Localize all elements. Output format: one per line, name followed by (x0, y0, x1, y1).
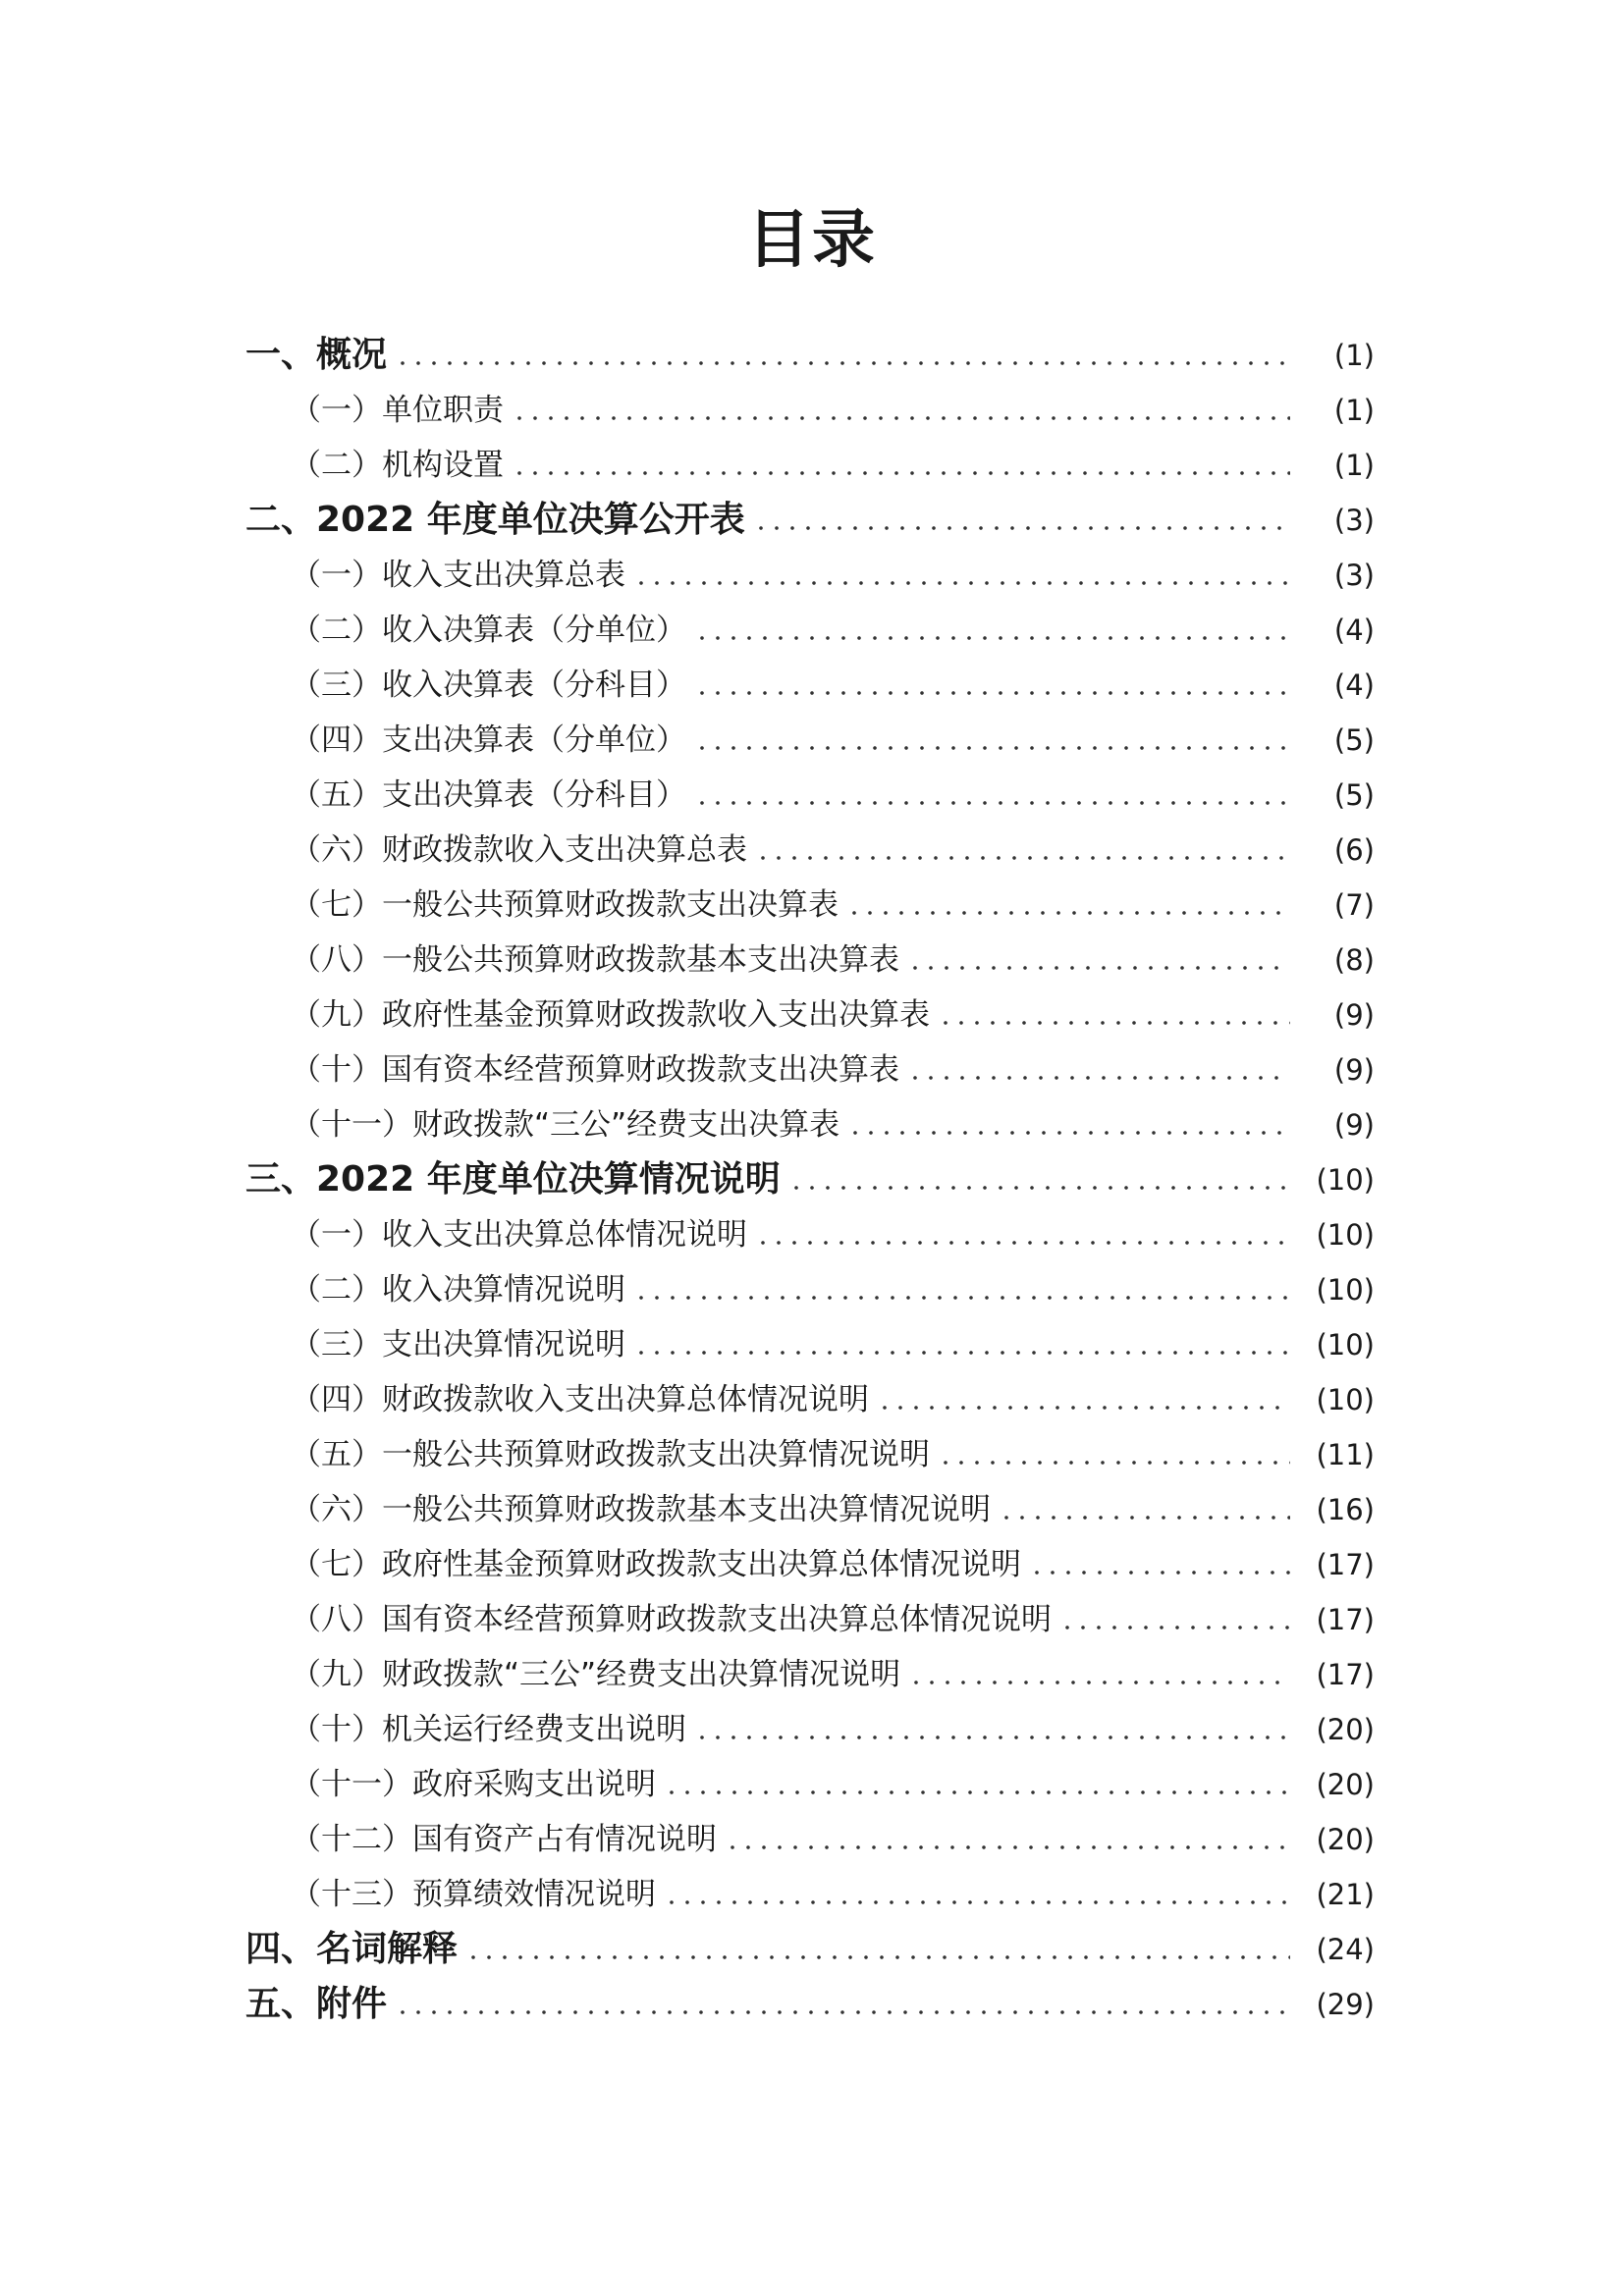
toc-entry-title: （九）财政拨款“三公”经费支出决算情况说明 (291, 1657, 901, 1692)
toc-page-number: (10) (1316, 1163, 1375, 1197)
toc-entry-title: （六）一般公共预算财政拨款基本支出决算情况说明 (291, 1492, 991, 1527)
toc-page-number: (24) (1316, 1933, 1375, 1966)
toc-subsection-entry[interactable] (245, 933, 1375, 988)
dot-leader (999, 1482, 1290, 1537)
toc-entry-title: 二、2022 年度单位决算公开表 (245, 500, 745, 540)
toc-page-number: (6) (1333, 833, 1375, 867)
toc-entry-title: （十一）政府采购支出说明 (291, 1767, 656, 1802)
toc-subsection-entry[interactable] (245, 658, 1375, 713)
toc-page-number: (21) (1316, 1878, 1375, 1911)
toc-page-number: (9) (1333, 998, 1375, 1032)
page-title: 目录 (747, 204, 877, 277)
dot-leader (788, 1152, 1290, 1207)
toc-page-number: (20) (1316, 1823, 1375, 1856)
toc-page-number: (11) (1316, 1438, 1375, 1471)
toc-subsection-entry[interactable] (245, 1702, 1375, 1757)
toc-entry-title: （八）一般公共预算财政拨款基本支出决算表 (291, 942, 899, 978)
toc-subsection-entry[interactable] (245, 988, 1375, 1042)
toc-page-number: (16) (1316, 1493, 1375, 1526)
toc-entry-title: （九）政府性基金预算财政拨款收入支出决算表 (291, 997, 930, 1033)
toc-entry-title: 五、附件 (245, 1984, 388, 2024)
toc-subsection-entry[interactable] (245, 1647, 1375, 1702)
dot-leader (907, 933, 1290, 988)
toc-entry-title: （六）财政拨款收入支出决算总表 (291, 832, 747, 868)
toc-entry-title: （十一）财政拨款“三公”经费支出决算表 (291, 1107, 840, 1143)
toc-page-number: (1) (1333, 339, 1375, 372)
dot-leader (1059, 1592, 1290, 1647)
toc-subsection-entry[interactable] (245, 1427, 1375, 1482)
toc-subsection-entry[interactable] (245, 713, 1375, 768)
toc-page-number: (17) (1316, 1603, 1375, 1636)
toc-subsection-entry[interactable] (245, 1097, 1375, 1152)
toc-page-number: (8) (1333, 943, 1375, 977)
dot-leader (395, 1977, 1290, 2032)
dot-leader (633, 1262, 1290, 1317)
toc-subsection-entry[interactable] (245, 548, 1375, 603)
table-of-contents (245, 328, 1375, 2032)
dot-leader (755, 823, 1290, 878)
toc-entry-title: （四）支出决算表（分单位） (291, 722, 686, 758)
toc-subsection-entry[interactable] (245, 1042, 1375, 1097)
toc-subsection-entry[interactable] (245, 438, 1375, 493)
toc-page-number: (3) (1333, 559, 1375, 592)
toc-subsection-entry[interactable] (245, 1592, 1375, 1647)
toc-page-number: (10) (1316, 1273, 1375, 1307)
dot-leader (694, 768, 1290, 823)
toc-section-entry[interactable] (245, 493, 1375, 548)
toc-page-number: (1) (1333, 394, 1375, 427)
toc-entry-title: （一）收入支出决算总表 (291, 558, 625, 593)
toc-subsection-entry[interactable] (245, 1482, 1375, 1537)
dot-leader (938, 988, 1290, 1042)
dot-leader (877, 1372, 1290, 1427)
toc-subsection-entry[interactable] (245, 1207, 1375, 1262)
toc-subsection-entry[interactable] (245, 603, 1375, 658)
dot-leader (1029, 1537, 1290, 1592)
dot-leader (512, 383, 1290, 438)
dot-leader (512, 438, 1290, 493)
toc-entry-title: （四）财政拨款收入支出决算总体情况说明 (291, 1382, 869, 1417)
dot-leader (694, 658, 1290, 713)
toc-page-number: (17) (1316, 1658, 1375, 1691)
toc-section-entry[interactable] (245, 1977, 1375, 2032)
toc-entry-title: 三、2022 年度单位决算情况说明 (245, 1159, 781, 1200)
dot-leader (465, 1922, 1290, 1977)
toc-section-entry[interactable] (245, 1152, 1375, 1207)
toc-subsection-entry[interactable] (245, 1262, 1375, 1317)
toc-section-entry[interactable] (245, 328, 1375, 383)
toc-subsection-entry[interactable] (245, 878, 1375, 933)
toc-entry-title: （一）收入支出决算总体情况说明 (291, 1217, 747, 1253)
toc-page-number: (1) (1333, 449, 1375, 482)
dot-leader (633, 548, 1290, 603)
dot-leader (694, 713, 1290, 768)
toc-entry-title: （十二）国有资产占有情况说明 (291, 1822, 717, 1857)
toc-page-number: (4) (1333, 614, 1375, 647)
toc-entry-title: （八）国有资本经营预算财政拨款支出决算总体情况说明 (291, 1602, 1052, 1637)
dot-leader (694, 1702, 1290, 1757)
toc-subsection-entry[interactable] (245, 823, 1375, 878)
toc-page-number: (7) (1333, 888, 1375, 922)
toc-entry-title: （二）机构设置 (291, 448, 504, 483)
toc-page-number: (17) (1316, 1548, 1375, 1581)
toc-section-entry[interactable] (245, 1922, 1375, 1977)
toc-entry-title: （七）一般公共预算财政拨款支出决算表 (291, 887, 839, 923)
toc-page-number: (10) (1316, 1383, 1375, 1416)
toc-subsection-entry[interactable] (245, 1812, 1375, 1867)
toc-entry-title: （二）收入决算情况说明 (291, 1272, 625, 1308)
dot-leader (725, 1812, 1290, 1867)
toc-entry-title: （一）单位职责 (291, 393, 504, 428)
toc-page-number: (20) (1316, 1713, 1375, 1746)
dot-leader (694, 603, 1290, 658)
dot-leader (847, 1097, 1290, 1152)
dot-leader (664, 1757, 1290, 1812)
dot-leader (395, 328, 1290, 383)
toc-entry-title: 一、概况 (245, 335, 388, 375)
dot-leader (938, 1427, 1290, 1482)
toc-page-number: (10) (1316, 1328, 1375, 1362)
toc-subsection-entry[interactable] (245, 1867, 1375, 1922)
dot-leader (755, 1207, 1290, 1262)
dot-leader (753, 493, 1290, 548)
toc-entry-title: （五）支出决算表（分科目） (291, 777, 686, 813)
dot-leader (908, 1647, 1290, 1702)
toc-subsection-entry[interactable] (245, 1537, 1375, 1592)
toc-page-number: (3) (1333, 504, 1375, 537)
toc-page-number: (10) (1316, 1218, 1375, 1252)
toc-entry-title: （十三）预算绩效情况说明 (291, 1877, 656, 1912)
toc-entry-title: （三）收入决算表（分科目） (291, 667, 686, 703)
toc-subsection-entry[interactable] (245, 383, 1375, 438)
toc-entry-title: （七）政府性基金预算财政拨款支出决算总体情况说明 (291, 1547, 1021, 1582)
dot-leader (907, 1042, 1290, 1097)
toc-page-number: (29) (1316, 1988, 1375, 2021)
toc-page-number: (4) (1333, 668, 1375, 702)
dot-leader (633, 1317, 1290, 1372)
toc-subsection-entry[interactable] (245, 1757, 1375, 1812)
toc-subsection-entry[interactable] (245, 1317, 1375, 1372)
toc-entry-title: （十）机关运行经费支出说明 (291, 1712, 686, 1747)
toc-page-number: (9) (1333, 1053, 1375, 1087)
toc-subsection-entry[interactable] (245, 768, 1375, 823)
toc-entry-title: （五）一般公共预算财政拨款支出决算情况说明 (291, 1437, 930, 1472)
toc-entry-title: （十）国有资本经营预算财政拨款支出决算表 (291, 1052, 899, 1088)
dot-leader (664, 1867, 1290, 1922)
toc-entry-title: （二）收入决算表（分单位） (291, 613, 686, 648)
toc-entry-title: （三）支出决算情况说明 (291, 1327, 625, 1362)
dot-leader (846, 878, 1290, 933)
toc-page-number: (20) (1316, 1768, 1375, 1801)
toc-page-number: (5) (1333, 723, 1375, 757)
toc-subsection-entry[interactable] (245, 1372, 1375, 1427)
toc-page-number: (5) (1333, 778, 1375, 812)
toc-entry-title: 四、名词解释 (245, 1929, 459, 1969)
toc-page-number: (9) (1333, 1108, 1375, 1142)
